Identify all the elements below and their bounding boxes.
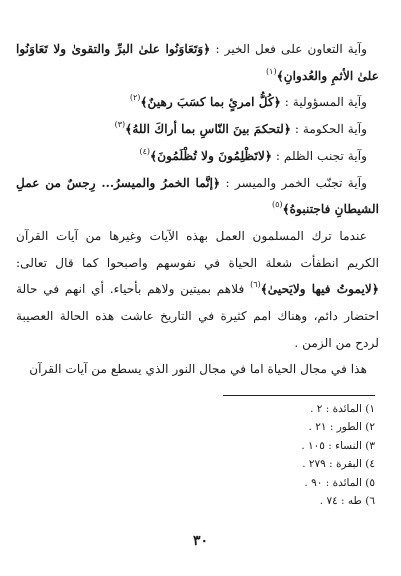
footnote-separator xyxy=(223,395,375,396)
quran-verse: ﴿لاتَظْلِمُونَ ولا تُظْلَمُونَ﴾ xyxy=(150,148,273,163)
paragraph-text: فلاهم بميتين ولاهم بأحياء. أي انهم في حالة احتضار دائم، وهناك امم كثيرة في التاريخ عاشت هذه الحالة العصيبة لردح من الزمن . xyxy=(16,282,379,350)
paragraph-text: وآية الحكومة : xyxy=(291,122,367,137)
paragraph xyxy=(16,356,379,383)
footnote-marker: (٣) xyxy=(114,120,126,130)
footnote: ٦) طه : ٧٤ . xyxy=(319,495,375,508)
paragraph xyxy=(16,170,379,223)
quran-verse: ﴿وَتَعَاوَنُوا علىٰ البرِّ والتقوىٰ ولا تَعَاوَنُوا علىٰ الأثمِ والعُدوانِ﴾ xyxy=(16,42,379,83)
paragraph-text: عندما ترك المسلمون العمل بهذه الآيات وغيرها من آيات القرآن الكريم انطفأت شعلة الحياة في نفوسهم واصبحوا كما قال تعالى: xyxy=(16,228,379,270)
footnote: ٤) البقرة : ٢٧٩ . xyxy=(302,458,375,471)
footnote-marker: (١) xyxy=(266,66,277,76)
page-number: ٣٠ xyxy=(192,533,209,549)
paragraph-text: وآية تجنب الظلم : xyxy=(272,148,367,163)
footnote-marker: (٦) xyxy=(250,280,261,290)
footnote-marker: (٢) xyxy=(129,93,141,103)
footnote: ٢) الطور : ٢١ . xyxy=(308,421,375,434)
footnote-marker: (٥) xyxy=(271,200,283,210)
paragraph xyxy=(16,36,379,89)
paragraph xyxy=(16,223,379,357)
paragraph-text: وآية المسؤولية : xyxy=(280,95,367,110)
paragraph xyxy=(16,89,379,116)
quran-verse: ﴿لايموتُ فيها ولايَحيىٰ﴾ xyxy=(260,282,379,297)
paragraph xyxy=(16,143,379,170)
paragraph xyxy=(16,116,379,143)
paragraph-text: وآية التعاون على فعل الخير : xyxy=(210,42,367,56)
paragraph-text: وآية تجنّب الخمر والميسر : xyxy=(220,175,367,190)
quran-verse: ﴿لتحكمَ بينَ النّاسِ بما أراكَ اللهُ﴾ xyxy=(125,122,292,137)
footnotes xyxy=(301,400,375,510)
paragraph-text: هذا في مجال الحياة اما في مجال النور الذي يسطع من آيات القرآن xyxy=(29,362,367,377)
footnote: ٥) المائدة : ٩٠ . xyxy=(304,476,375,489)
quran-verse: ﴿إنَّما الخمرُ والميسرُ... رِجسٌ من عملِ الشيطانِ فاجتنبوهُ﴾ xyxy=(16,175,379,217)
body-text xyxy=(16,36,379,383)
footnote-marker: (٤) xyxy=(139,146,151,156)
footnote: ١) المائدة : ٢ . xyxy=(310,403,375,415)
quran-verse: ﴿كُلُّ امرئٍ بما كسَبَ رهينٌ﴾ xyxy=(140,95,281,110)
footnote: ٣) النساء : ١٠٥ . xyxy=(301,439,375,452)
